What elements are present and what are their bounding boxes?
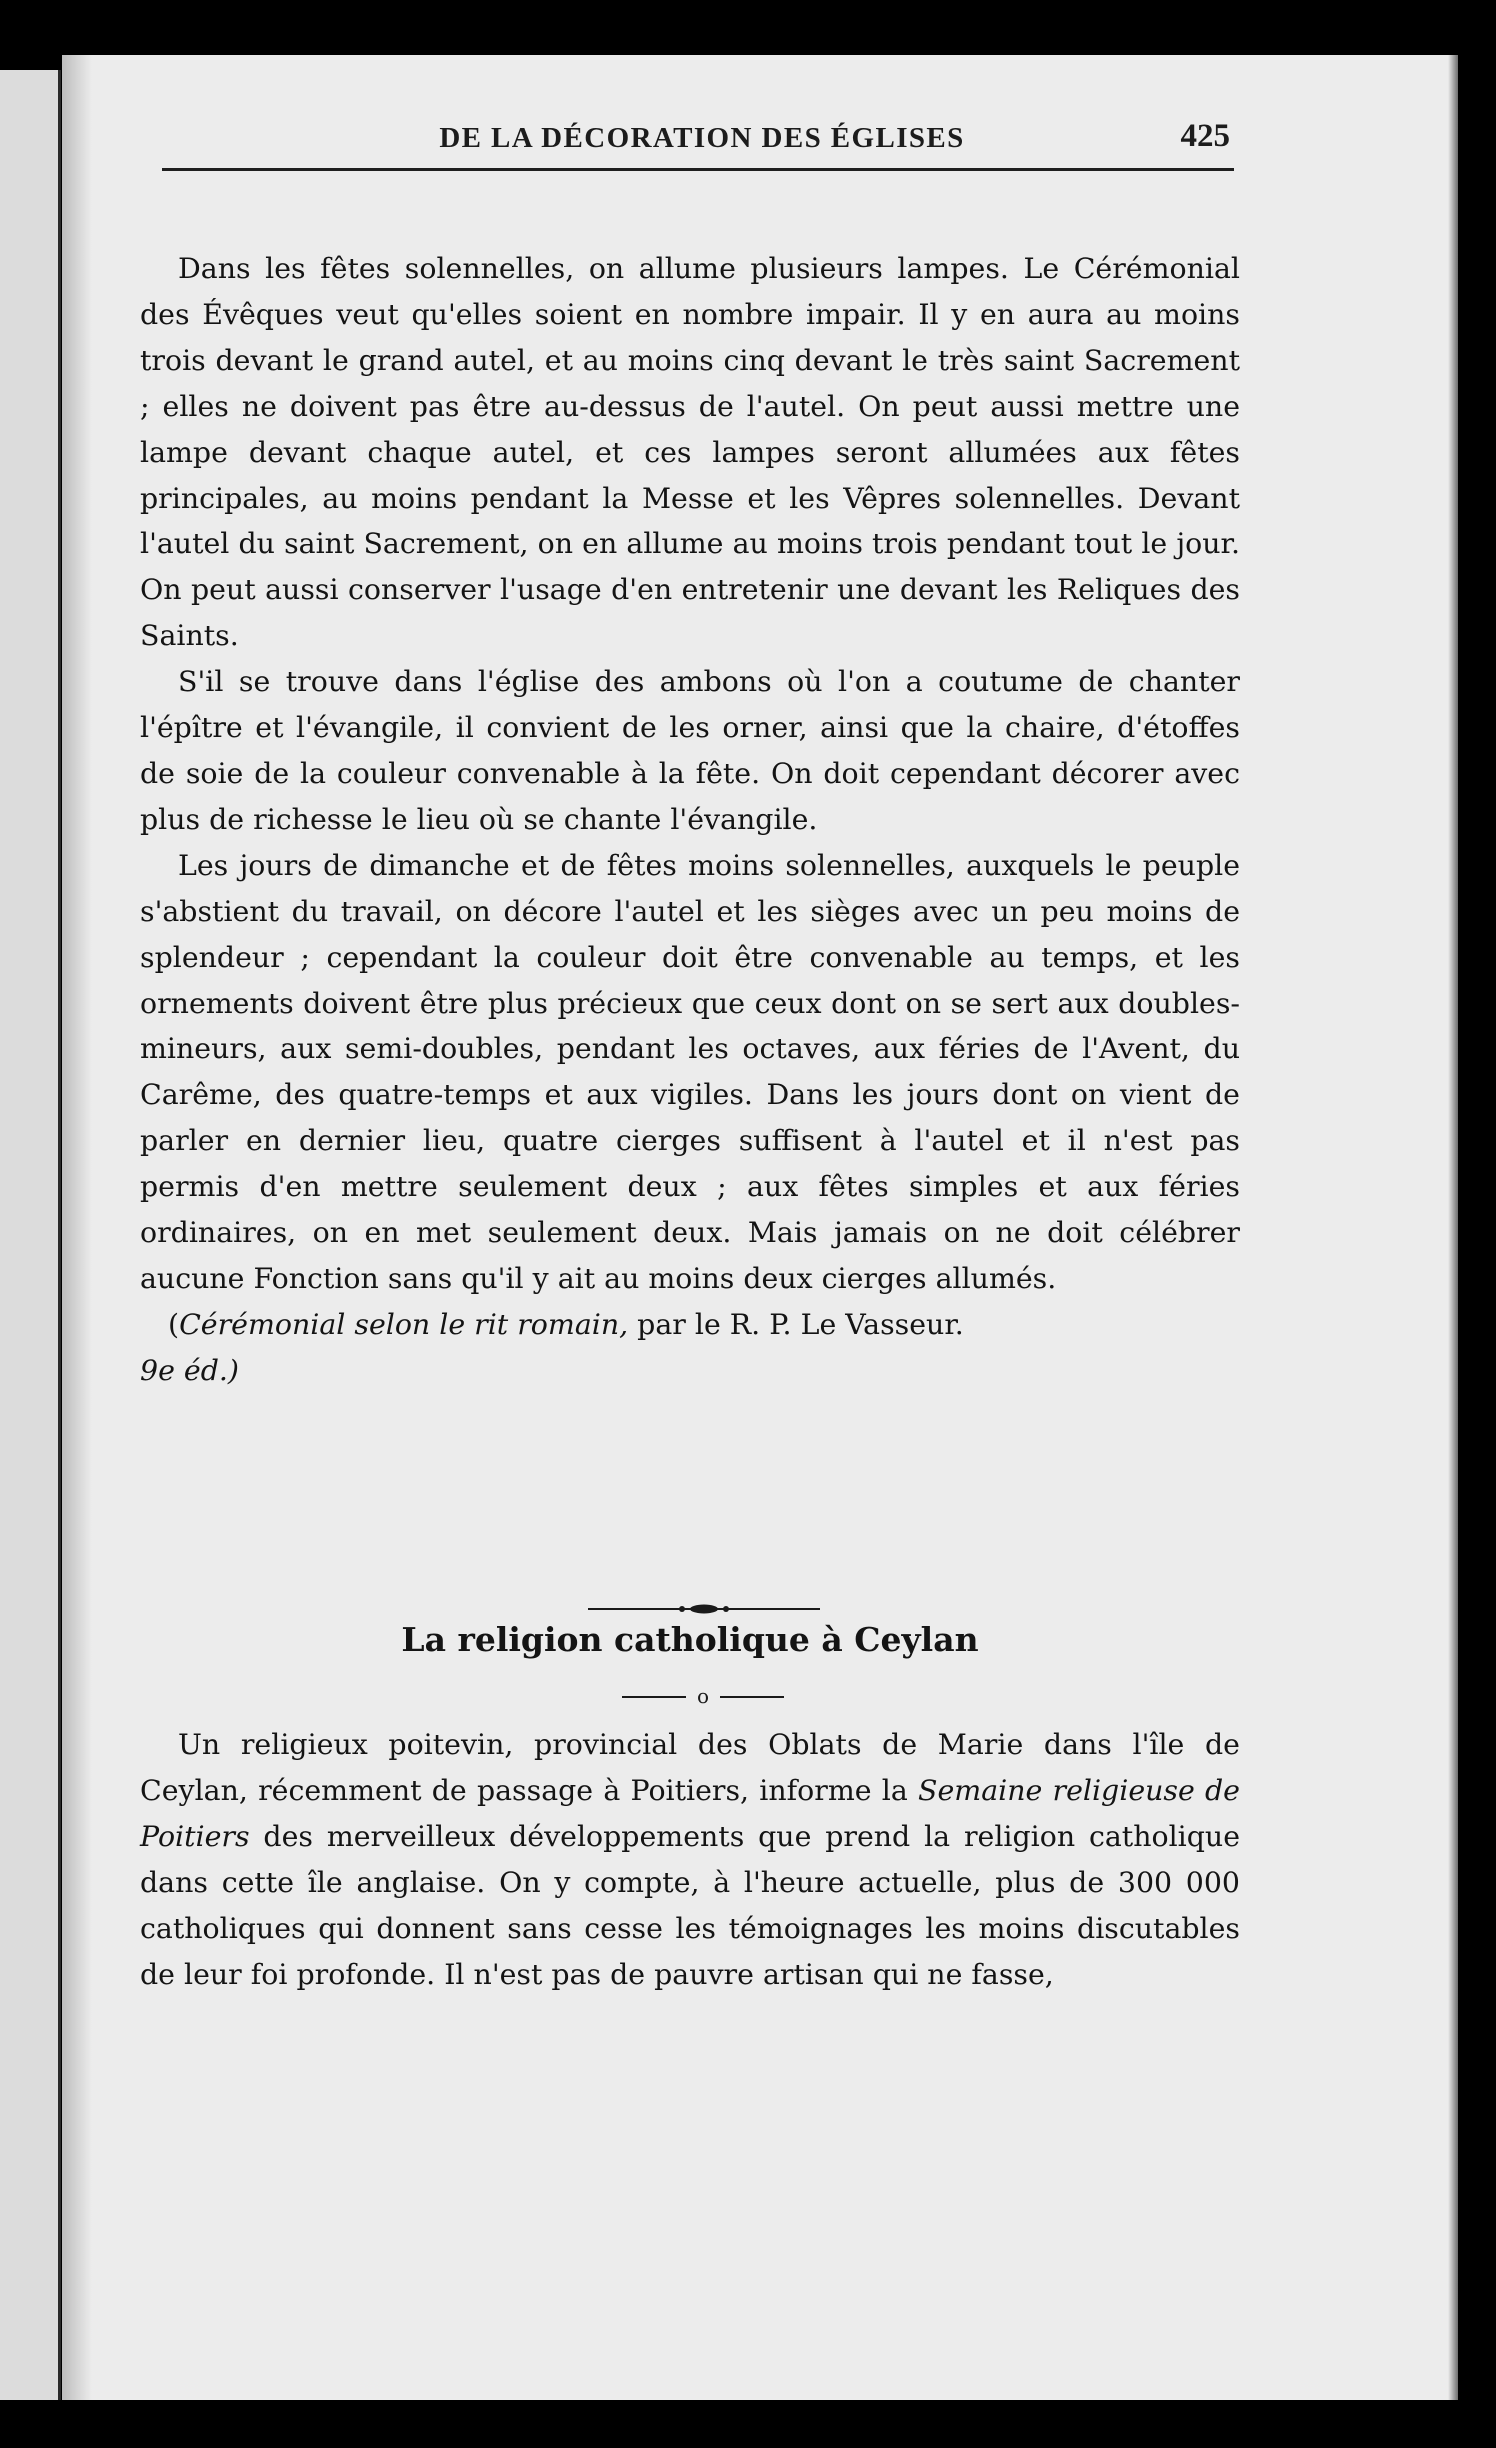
citation-author: par le R. P. Le Vasseur. [628, 1307, 964, 1341]
header-rule [162, 168, 1234, 171]
publication-title: Semaine religieuse de Poitiers [140, 1773, 1240, 1853]
paragraph-sundays: Les jours de dimanche et de fêtes moins solennelles, auxquels le peuple s'abstient du travail, on décore l'autel et les sièges avec un peu moins de splendeur ; cependant la couleur doit être convenable au temps, et les ornements doivent être plus précieux que ceux dont on se sert aux doubles-mineurs, aux semi-doubles, pendant les octaves, aux féries de l'Avent, du Carême, des quatre-temps et aux vigiles. Dans les jours dont on vient de parler en dernier lieu, quatre cierges suffisent à l'autel et il n'est pas permis d'en mettre seulement deux ; aux fêtes simples et aux féries ordinaires, on en met seulement deux. Mais jamais on ne doit célébrer aucune Fonction sans qu'il y ait au moins deux cierges allumés. [140, 848, 1240, 1295]
page-number: 425 [1180, 118, 1230, 154]
citation-title: Cérémonial selon le rit romain, [179, 1307, 629, 1341]
divider-mark: o [696, 1686, 710, 1706]
citation-open: ( [168, 1307, 180, 1341]
small-divider [620, 1686, 786, 1706]
paragraph-ambons: S'il se trouve dans l'église des ambons où l'on a coutume de chanter l'épître et l'évangile, il convient de les orner, ainsi que la chaire, d'étoffes de soie de la couleur convenable à la fête. On doit cependant décorer avec plus de richesse le lieu où se chante l'évangile. [140, 665, 1240, 836]
ornamental-divider-top [586, 1601, 822, 1617]
ceylan-text-2: des merveilleux développements que prend la religion catholique dans cette île anglaise. On y compte, à l'heure actuelle, plus de 300 000 catholiques qui donnent sans cesse les témoignages les moins discutables de leur foi profonde. Il n'est pas de pauvre artisan qui ne fasse, [140, 1819, 1240, 1991]
ceylan-text-1: Un religieux poitevin, provincial des Oblats de Marie dans l'île de Ceylan, récemment de passage à Poitiers, informe la [140, 1728, 1240, 1807]
running-head: DE LA DÉCORATION DES ÉGLISES [439, 122, 965, 154]
section-2-body [140, 1722, 1240, 1997]
citation-edition: 9e éd.) [140, 1353, 239, 1387]
citation-edition-line [140, 1348, 1240, 1394]
section-1-body [140, 246, 1240, 1394]
page-edge-shadow [1448, 55, 1458, 2400]
facing-page-edge [0, 70, 61, 2400]
gutter-shadow [62, 55, 92, 2400]
paragraph-lamps: Dans les fêtes solennelles, on allume plusieurs lampes. Le Cérémonial des Évêques veut qu'elles soient en nombre impair. Il y en aura au moins trois devant le grand autel, et au moins cinq devant le très saint Sacrement ; elles ne doivent pas être au-dessus de l'autel. On peut aussi mettre une lampe devant chaque autel, et ces lampes seront allumées aux fêtes principales, au moins pendant la Messe et les Vêpres solennelles. Devant l'autel du saint Sacrement, on en allume au moins trois pendant tout le jour. On peut aussi conserver l'usage d'en entretenir une devant les Reliques des Saints. [140, 252, 1240, 653]
citation [140, 1302, 1240, 1348]
paragraph-ceylan [140, 1722, 1240, 1997]
article-title: La religion catholique à Ceylan [401, 1620, 979, 1659]
